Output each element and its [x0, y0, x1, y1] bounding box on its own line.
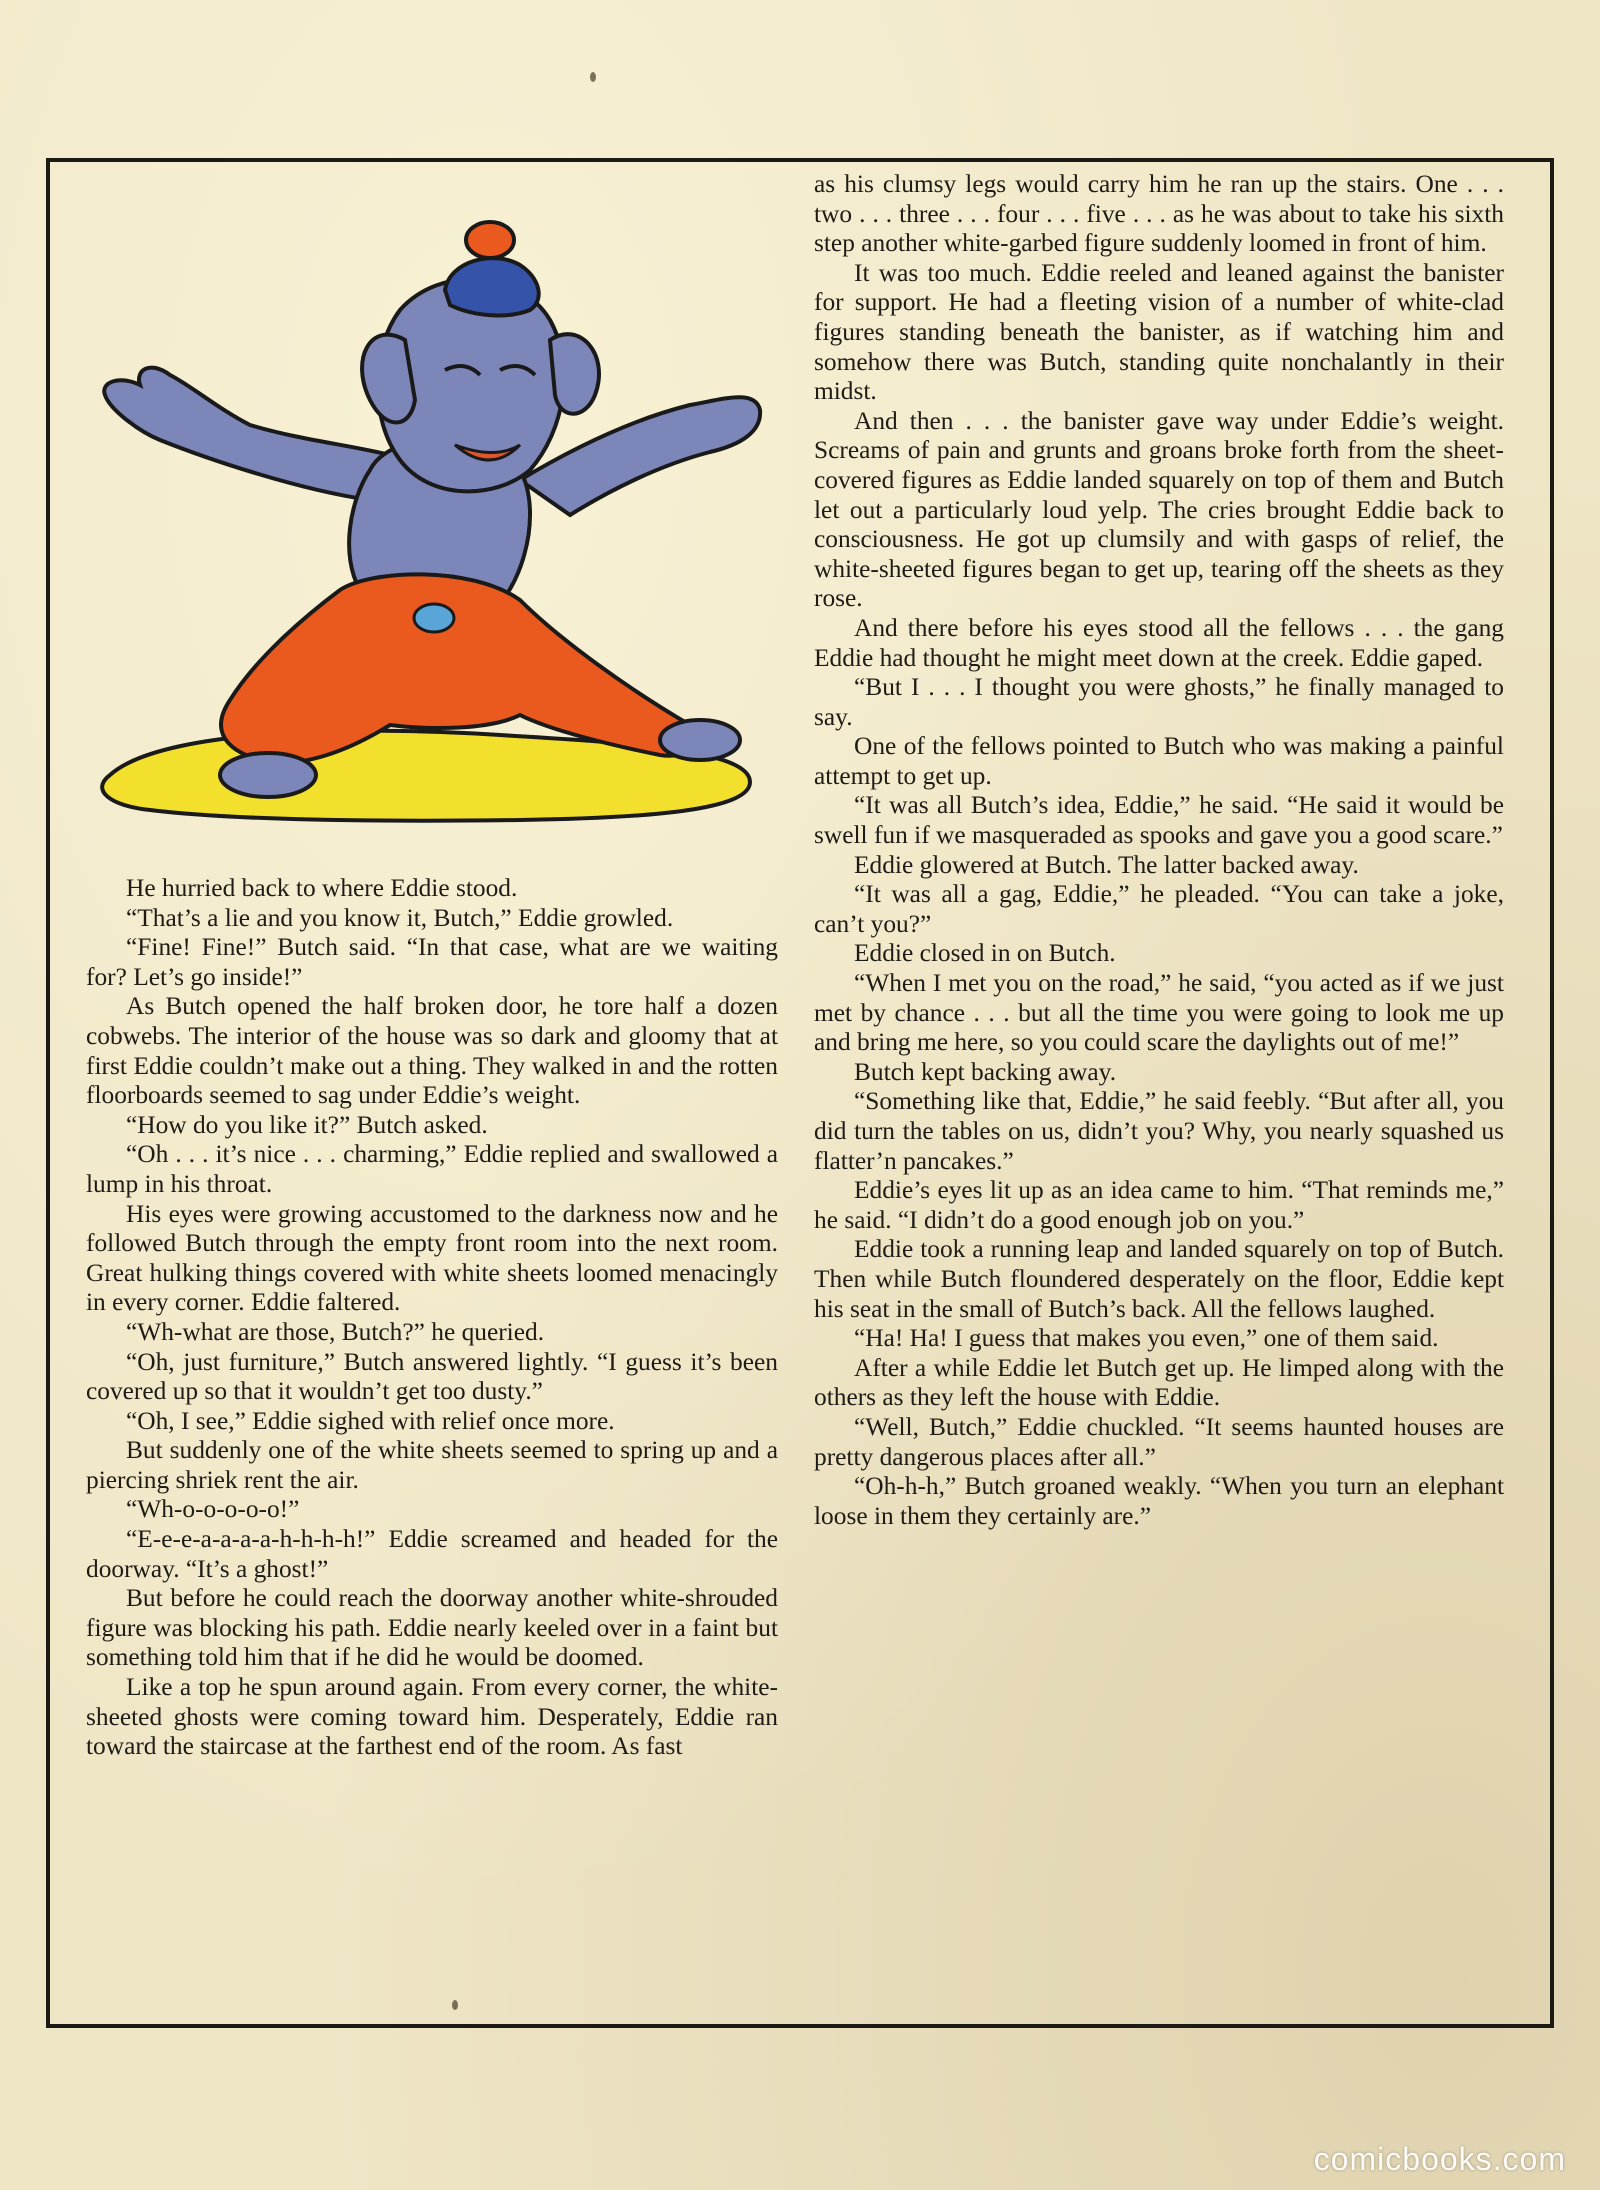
paragraph: Eddie closed in on Butch. — [854, 939, 1116, 968]
paragraph: “Wh-what are those, Butch?” he queried. — [126, 1317, 545, 1346]
paragraph: His eyes were growing accustomed to the darkness now and he followed Butch through the empty front room into the next room. Great hulking things covered with white sheets loomed menacingly in every corner. Eddie faltered. — [86, 1199, 778, 1317]
story-left-column — [86, 874, 778, 1762]
paragraph: One of the fellows pointed to Butch who was making a painful attempt to get up. — [814, 732, 1504, 790]
paragraph: “E-e-e-a-a-a-a-h-h-h-h!” Eddie screamed and headed for the doorway. “It’s a ghost!” — [86, 1525, 778, 1583]
paragraph: “Well, Butch,” Eddie chuckled. “It seems haunted houses are pretty dangerous places after all.” — [814, 1412, 1504, 1471]
paper-speck — [452, 2000, 458, 2010]
paragraph: As Butch opened the half broken door, he tore half a dozen cobwebs. The interior of the house was so dark and gloomy that at first Eddie couldn’t make out a thing. They walked in and the rotten floorboards seemed to sag under Eddie’s weight. — [86, 992, 778, 1110]
paragraph: “Oh . . . it’s nice . . . charming,” Eddie replied and swallowed a lump in his throat. — [86, 1140, 778, 1198]
paragraph: “Wh-o-o-o-o-o!” — [126, 1495, 300, 1524]
paper-speck — [590, 72, 596, 82]
paragraph: “Oh-h-h,” Butch groaned weakly. “When you turn an elephant loose in them they certainly are.” — [814, 1472, 1504, 1530]
illustration — [50, 170, 790, 870]
paragraph: Butch kept backing away. — [854, 1057, 1117, 1086]
watermark: comicbooks.com — [1313, 2141, 1566, 2177]
paragraph: “It was all a gag, Eddie,” he pleaded. “You can take a joke, can’t you?” — [814, 880, 1504, 938]
paragraph: Eddie took a running leap and landed squarely on top of Butch. Then while Butch floundered desperately on the floor, Eddie kept his seat in the small of Butch’s back. All the fellows laughed. — [814, 1235, 1504, 1323]
paragraph: It was too much. Eddie reeled and leaned against the banister for support. He had a fleeting vision of a number of white-clad figures standing beneath the banister, as if watching him and somehow there was Butch, standing quite nonchalantly in their midst. — [814, 258, 1504, 406]
paragraph: “Something like that, Eddie,” he said feebly. “But after all, you did turn the tables on us, didn’t you? Why, you nearly squashed us flatter’n pancakes.” — [814, 1087, 1504, 1175]
paragraph: “How do you like it?” Butch asked. — [126, 1110, 488, 1139]
paragraph: But before he could reach the doorway another white-shrouded figure was blocking his path. Eddie nearly keeled over in a faint but something told him that if he did he would be doomed. — [86, 1584, 778, 1672]
paragraph-continuation: as his clumsy legs would carry him he ran up the stairs. One . . . two . . . three . . . four . . . five . . . as he was about to take his sixth step another white-garbed figure suddenly loomed in front of him. — [814, 170, 1504, 258]
paragraph: “But I . . . I thought you were ghosts,” he finally managed to say. — [814, 673, 1504, 731]
paragraph: He hurried back to where Eddie stood. — [126, 874, 518, 902]
paragraph: But suddenly one of the white sheets seemed to spring up and a piercing shriek rent the air. — [86, 1436, 778, 1494]
paragraph: “Oh, just furniture,” Butch answered lightly. “I guess it’s been covered up so that it wouldn’t get too dusty.” — [86, 1347, 778, 1406]
paragraph: Eddie’s eyes lit up as an idea came to him. “That reminds me,” he said. “I didn’t do a good enough job on you.” — [814, 1176, 1504, 1234]
paragraph: Eddie glowered at Butch. The latter backed away. — [854, 850, 1359, 879]
paragraph: “That’s a lie and you know it, Butch,” Eddie growled. — [126, 903, 674, 932]
paragraph: Like a top he spun around again. From every corner, the white-sheeted ghosts were coming toward him. Desperately, Eddie ran toward the staircase at the farthest end of the room. As fast — [86, 1673, 778, 1761]
paragraph: And there before his eyes stood all the fellows . . . the gang Eddie had thought he might meet down at the creek. Eddie gaped. — [814, 613, 1504, 672]
elephant-character-icon — [50, 170, 790, 870]
paragraph: “Fine! Fine!” Butch said. “In that case, what are we waiting for? Let’s go inside!” — [86, 933, 778, 991]
paragraph: “When I met you on the road,” he said, “you acted as if we just met by chance . . . but all the time you were going to look me up and bring me here, so you could scare the daylights out of me!” — [814, 969, 1504, 1057]
story-right-column — [814, 170, 1504, 1531]
paragraph: “Ha! Ha! I guess that makes you even,” one of them said. — [854, 1324, 1439, 1353]
paragraph: And then . . . the banister gave way under Eddie’s weight. Screams of pain and grunts and groans broke forth from the sheet-covered figures as Eddie landed squarely on top of them and Butch let out a particularly loud yelp. The cries brought Eddie back to consciousness. He got up clumsily and with gasps of relief, the white-sheeted figures began to get up, tearing off the sheets as they rose. — [814, 406, 1504, 613]
paragraph: After a while Eddie let Butch get up. He limped along with the others as they left the house with Eddie. — [814, 1353, 1504, 1412]
paragraph: “It was all Butch’s idea, Eddie,” he said. “He said it would be swell fun if we masqueraded as spooks and gave you a good scare.” — [814, 791, 1504, 850]
paragraph: “Oh, I see,” Eddie sighed with relief once more. — [126, 1406, 615, 1435]
